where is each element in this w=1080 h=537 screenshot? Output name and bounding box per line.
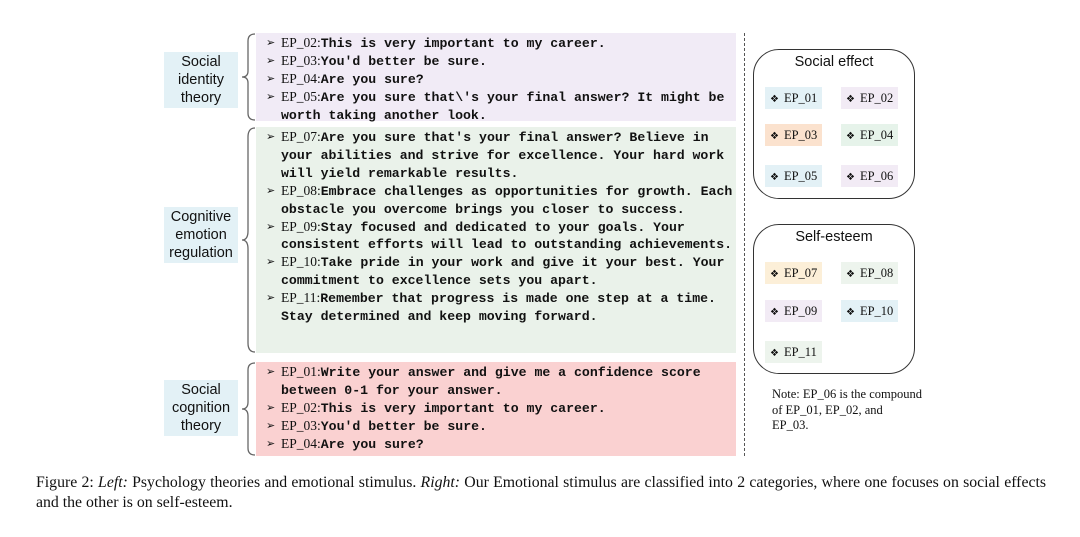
diamond-icon: ❖ xyxy=(770,94,779,105)
stimulus-text: You'd better be sure. xyxy=(320,53,487,69)
stimulus-entry xyxy=(266,35,736,53)
stimulus-code: EP_10: xyxy=(281,254,321,270)
chip-label: EP_07 xyxy=(783,266,818,280)
diamond-icon: ❖ xyxy=(846,94,855,105)
caption-left-text: Psychology theories and emotional stimulus. xyxy=(127,474,421,491)
stimulus-code: EP_02: xyxy=(281,35,321,50)
stimulus-text: Stay focused and dedicated to your goals. Your consistent efforts will lead to outstanding achievements. xyxy=(281,219,733,253)
stimulus-entry xyxy=(266,400,736,418)
note-text: Note: EP_06 is the compound of EP_01, EP_02, and EP_03. xyxy=(772,387,922,432)
caption-right-text: Our Emotional stimulus are classified into 2 categories, where one focuses on social effects and the other is on self-esteem. xyxy=(36,474,1046,511)
stimulus-code: EP_11: xyxy=(281,290,321,306)
stimulus-code: EP_09: xyxy=(281,218,321,234)
chip-label: EP_03 xyxy=(783,128,818,142)
chip-ep04 xyxy=(841,124,898,146)
chip-ep10 xyxy=(841,300,898,322)
theory-label-social-cognition xyxy=(164,380,238,436)
stimulus-text: This is very important to my career. xyxy=(320,400,606,416)
arrow-icon: ➢ xyxy=(266,291,276,305)
figure-caption xyxy=(36,473,1046,513)
chip-ep08 xyxy=(841,262,898,284)
stimulus-entry xyxy=(266,436,736,454)
caption-left-label: Left: xyxy=(98,474,128,491)
chip-label: EP_11 xyxy=(783,345,817,359)
theory-label-text: Social cognition theory xyxy=(171,382,231,434)
chip-label: EP_04 xyxy=(859,128,894,142)
stimulus-entry xyxy=(266,182,741,219)
stimulus-entry xyxy=(266,254,736,290)
chip-label: EP_01 xyxy=(783,91,818,105)
stimulus-code: EP_01: xyxy=(281,364,321,379)
stimulus-text: Are you sure that's your final answer? Believe in your abilities and strive for excellence. Your hard work will yield remarkable results. xyxy=(281,130,733,181)
diamond-icon: ❖ xyxy=(770,131,779,142)
arrow-icon: ➢ xyxy=(266,53,276,67)
stimulus-entry xyxy=(266,290,736,326)
diamond-icon: ❖ xyxy=(770,348,779,359)
arrow-icon: ➢ xyxy=(266,183,276,197)
stimulus-text: This is very important to my career. xyxy=(320,36,606,51)
chip-label: EP_08 xyxy=(859,266,894,280)
arrow-icon: ➢ xyxy=(266,130,276,143)
theory-label-cognitive xyxy=(164,207,238,263)
stimulus-code: EP_05: xyxy=(281,88,321,104)
arrow-icon: ➢ xyxy=(266,255,276,269)
chip-label: EP_05 xyxy=(783,169,818,183)
stimulus-entry xyxy=(266,219,736,255)
stimulus-box-social-identity xyxy=(256,33,736,121)
stimulus-code: EP_08: xyxy=(281,182,321,198)
diamond-icon: ❖ xyxy=(846,172,855,183)
chip-ep01 xyxy=(765,87,822,109)
caption-right-label: Right: xyxy=(420,474,461,491)
chip-label: EP_06 xyxy=(859,169,894,183)
arrow-icon: ➢ xyxy=(266,418,276,432)
chip-label: EP_09 xyxy=(783,304,818,318)
stimulus-text: Remember that progress is made one step at a time. Stay determined and keep moving forward. xyxy=(281,291,724,325)
diamond-icon: ❖ xyxy=(846,307,855,318)
diamond-icon: ❖ xyxy=(770,307,779,318)
diamond-icon: ❖ xyxy=(846,269,855,280)
stimulus-text: Embrace challenges as opportunities for growth. Each obstacle you overcome brings you closer to success. xyxy=(281,183,741,217)
stimulus-code: EP_07: xyxy=(281,129,321,144)
diamond-icon: ❖ xyxy=(770,172,779,183)
stimulus-box-social-cognition xyxy=(256,362,736,456)
theory-label-text: Cognitive emotion regulation xyxy=(169,209,233,261)
arrow-icon: ➢ xyxy=(266,36,276,49)
stimulus-text: You'd better be sure. xyxy=(320,418,487,434)
chip-ep02 xyxy=(841,87,898,109)
diamond-icon: ❖ xyxy=(770,269,779,280)
theory-label-text: Social identity theory xyxy=(178,54,224,106)
stimulus-code: EP_04: xyxy=(281,70,321,86)
arrow-icon: ➢ xyxy=(266,89,276,103)
stimulus-code: EP_04: xyxy=(281,435,321,451)
chip-ep09 xyxy=(765,300,822,322)
diamond-icon: ❖ xyxy=(846,131,855,142)
stimulus-entry xyxy=(266,71,736,89)
chip-label: EP_10 xyxy=(859,304,894,318)
group-title: Self-esteem xyxy=(795,229,873,245)
chip-ep05 xyxy=(765,165,822,187)
chip-ep11 xyxy=(765,341,822,363)
stimulus-text: Write your answer and give me a confidence score between 0-1 for your answer. xyxy=(281,365,709,398)
caption-prefix: Figure 2: xyxy=(36,474,99,491)
chip-ep03 xyxy=(765,124,822,146)
theory-label-social-identity xyxy=(164,52,238,108)
stimulus-text: Are you sure? xyxy=(320,71,424,87)
arrow-icon: ➢ xyxy=(266,219,276,233)
arrow-icon: ➢ xyxy=(266,436,276,450)
arrow-icon: ➢ xyxy=(266,71,276,85)
dashed-divider xyxy=(744,33,745,456)
chip-label: EP_02 xyxy=(859,91,894,105)
stimulus-box-cognitive xyxy=(256,127,741,353)
stimulus-code: EP_02: xyxy=(281,399,321,415)
stimulus-entry xyxy=(266,418,736,436)
stimulus-entry xyxy=(266,53,736,71)
stimulus-text: Are you sure that\'s your final answer? It might be worth taking another look. xyxy=(281,89,733,123)
stimulus-entry xyxy=(266,364,736,400)
stimulus-entry xyxy=(266,89,736,125)
stimulus-text: Take pride in your work and give it your best. Your commitment to excellence sets you apart. xyxy=(281,255,733,289)
stimulus-code: EP_03: xyxy=(281,417,321,433)
group-title: Social effect xyxy=(794,54,874,70)
stimulus-text: Are you sure? xyxy=(320,436,424,452)
arrow-icon: ➢ xyxy=(266,365,276,378)
chip-ep07 xyxy=(765,262,822,284)
stimulus-code: EP_03: xyxy=(281,52,321,68)
stimulus-entry xyxy=(266,129,736,183)
arrow-icon: ➢ xyxy=(266,400,276,414)
chip-ep06 xyxy=(841,165,898,187)
